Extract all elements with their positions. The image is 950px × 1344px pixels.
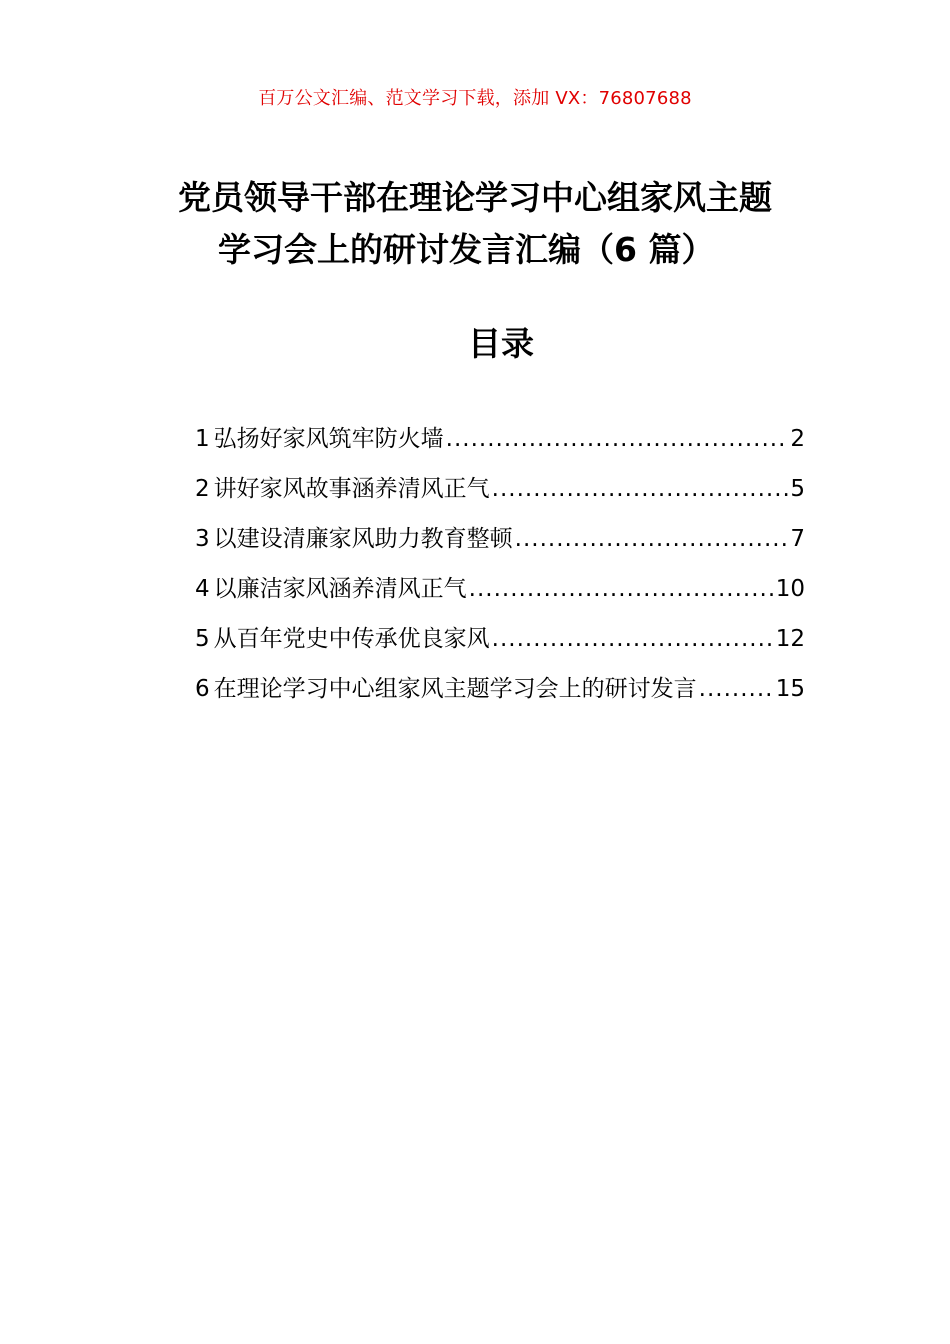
toc-entry-page: 2 (790, 426, 805, 452)
toc-entry-page: 5 (790, 476, 805, 502)
toc-dot-leader (446, 426, 789, 452)
document-title-line-2: 学习会上的研讨发言汇编（6 篇） (218, 230, 715, 269)
toc-entry-number: 1 (195, 426, 210, 452)
toc-entry[interactable] (195, 470, 805, 520)
toc-entry-number: 3 (195, 526, 210, 552)
toc-dot-leader (492, 626, 774, 652)
toc-entry-page: 10 (775, 576, 805, 602)
toc-entry-title: 弘扬好家风筑牢防火墙 (213, 426, 444, 452)
toc-entry-number: 6 (195, 676, 210, 702)
toc-dot-leader (515, 526, 789, 552)
toc-entry-title: 以廉洁家风涵养清风正气 (213, 576, 467, 602)
toc-dot-leader (699, 676, 774, 702)
toc-entry-title: 讲好家风故事涵养清风正气 (213, 476, 490, 502)
toc-heading: 目录 (468, 324, 534, 363)
toc-dot-leader (492, 476, 789, 502)
toc-entry-title: 从百年党史中传承优良家风 (213, 626, 490, 652)
download-notice: 百万公文汇编、范文学习下载，添加 VX：76807688 (258, 88, 692, 109)
toc-entry-number: 5 (195, 626, 210, 652)
toc-entry-title: 以建设清廉家风助力教育整顿 (213, 526, 513, 552)
toc-entry[interactable] (195, 570, 805, 620)
toc-entry[interactable] (195, 620, 805, 670)
toc-entry[interactable] (195, 520, 805, 570)
toc-dot-leader (469, 576, 774, 602)
toc-entry-title: 在理论学习中心组家风主题学习会上的研讨发言 (213, 676, 697, 702)
document-title-line-1: 党员领导干部在理论学习中心组家风主题 (178, 178, 772, 217)
table-of-contents (195, 420, 805, 720)
document-title (0, 172, 950, 276)
toc-entry-number: 4 (195, 576, 210, 602)
toc-entry-page: 7 (790, 526, 805, 552)
toc-entry-page: 15 (775, 676, 805, 702)
toc-entry-number: 2 (195, 476, 210, 502)
toc-entry[interactable] (195, 670, 805, 720)
toc-entry-page: 12 (775, 626, 805, 652)
toc-entry[interactable] (195, 420, 805, 470)
